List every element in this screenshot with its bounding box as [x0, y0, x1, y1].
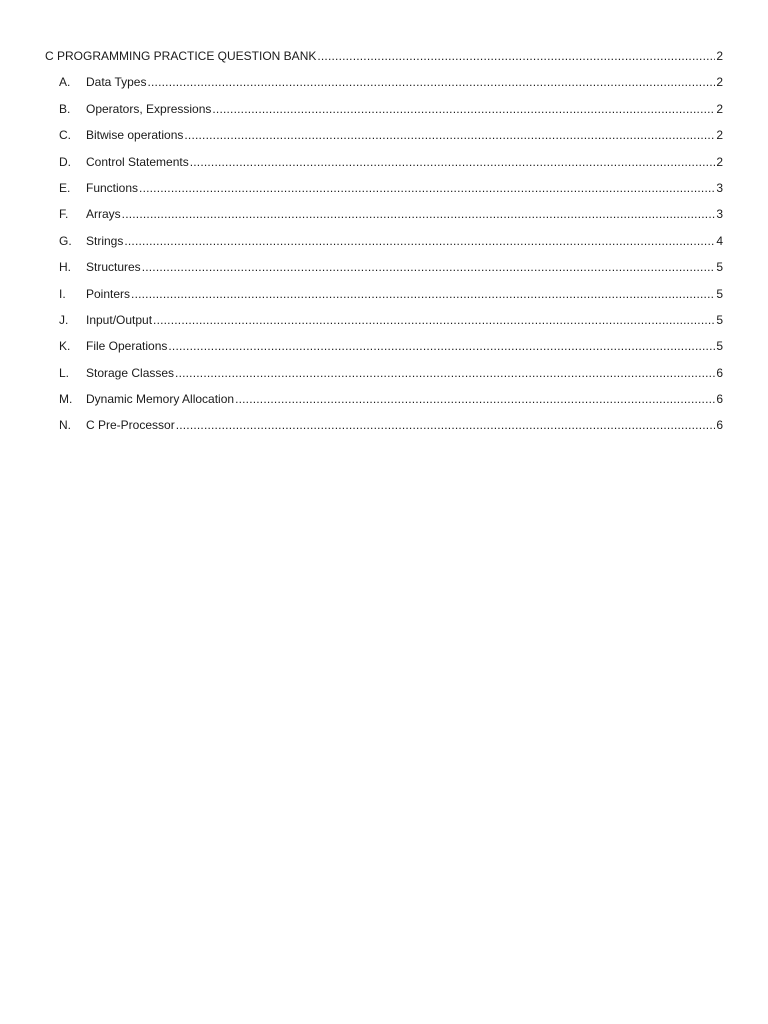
toc-entry-label: Bitwise operations	[86, 128, 184, 143]
toc-dot-leader	[122, 204, 716, 224]
toc-entry-label: Structures	[86, 260, 141, 275]
toc-entry-label: Strings	[86, 233, 124, 248]
toc-entry-file-operations[interactable]	[45, 336, 723, 362]
toc-dot-leader	[235, 389, 715, 409]
toc-entry-letter: A.	[59, 75, 71, 90]
toc-dot-leader	[184, 125, 715, 145]
toc-entry-label: Functions	[86, 180, 139, 195]
toc-dot-leader	[124, 231, 715, 251]
toc-page-number: 4	[716, 233, 723, 248]
toc-dot-leader	[147, 72, 715, 92]
toc-dot-leader	[131, 284, 715, 304]
toc-page-number: 6	[716, 418, 723, 433]
toc-page-number: 3	[716, 207, 723, 222]
toc-entry-letter: M.	[59, 392, 73, 407]
toc-entry-letter: F.	[59, 207, 69, 222]
toc-entry-label: Pointers	[86, 286, 131, 301]
toc-page-number: 3	[716, 180, 723, 195]
toc-entry-bitwise-operations[interactable]	[45, 125, 723, 151]
toc-page-number: 5	[716, 312, 723, 327]
toc-entry-structures[interactable]	[45, 257, 723, 283]
toc-entry-data-types[interactable]	[45, 72, 723, 98]
toc-entry-letter: E.	[59, 180, 71, 195]
toc-entry-c-pre-processor[interactable]	[45, 415, 723, 441]
toc-entry-control-statements[interactable]	[45, 152, 723, 178]
toc-entry-label: Storage Classes	[86, 365, 175, 380]
toc-page-number: 5	[716, 286, 723, 301]
toc-dot-leader	[317, 46, 715, 66]
toc-dot-leader	[142, 257, 716, 277]
toc-entry-pointers[interactable]	[45, 284, 723, 310]
table-of-contents	[45, 46, 723, 442]
toc-page-number: 6	[716, 392, 723, 407]
toc-entry-functions[interactable]	[45, 178, 723, 204]
toc-page-number: 2	[716, 101, 723, 116]
toc-entry-letter: H.	[59, 260, 71, 275]
toc-entry-letter: I.	[59, 286, 66, 301]
toc-dot-leader	[176, 415, 716, 435]
toc-entry-label: Dynamic Memory Allocation	[86, 392, 235, 407]
toc-entry-label: C PROGRAMMING PRACTICE QUESTION BANK	[45, 49, 317, 63]
toc-entry-label: Data Types	[86, 75, 147, 90]
toc-dot-leader	[139, 178, 715, 198]
toc-entry-dynamic-memory-allocation[interactable]	[45, 389, 723, 415]
toc-page-number: 2	[716, 49, 723, 63]
toc-entry-main-title[interactable]	[45, 46, 723, 72]
toc-entry-label: Operators, Expressions	[86, 101, 212, 116]
toc-dot-leader	[168, 336, 715, 356]
toc-entry-letter: G.	[59, 233, 72, 248]
toc-entry-letter: J.	[59, 312, 69, 327]
toc-page-number: 6	[716, 365, 723, 380]
toc-entry-letter: C.	[59, 128, 71, 143]
toc-entry-arrays[interactable]	[45, 204, 723, 230]
toc-entry-letter: D.	[59, 154, 71, 169]
toc-entry-label: File Operations	[86, 339, 168, 354]
toc-entry-letter: N.	[59, 418, 71, 433]
toc-entry-label: Arrays	[86, 207, 121, 222]
toc-entry-letter: B.	[59, 101, 71, 116]
toc-page-number: 2	[716, 154, 723, 169]
toc-entry-input-output[interactable]	[45, 310, 723, 336]
toc-page-number: 5	[716, 260, 723, 275]
toc-dot-leader	[175, 363, 715, 383]
toc-page-number: 2	[716, 128, 723, 143]
toc-entry-label: Control Statements	[86, 154, 189, 169]
toc-dot-leader	[190, 152, 716, 172]
toc-page-number: 5	[716, 339, 723, 354]
toc-entry-letter: K.	[59, 339, 71, 354]
toc-entry-storage-classes[interactable]	[45, 363, 723, 389]
toc-dot-leader	[153, 310, 715, 330]
toc-entry-operators-expressions[interactable]	[45, 99, 723, 125]
toc-entry-letter: L.	[59, 365, 70, 380]
toc-entry-label: C Pre-Processor	[86, 418, 175, 433]
toc-dot-leader	[212, 99, 715, 119]
toc-entry-label: Input/Output	[86, 312, 153, 327]
toc-entry-strings[interactable]	[45, 231, 723, 257]
toc-page-number: 2	[716, 75, 723, 90]
